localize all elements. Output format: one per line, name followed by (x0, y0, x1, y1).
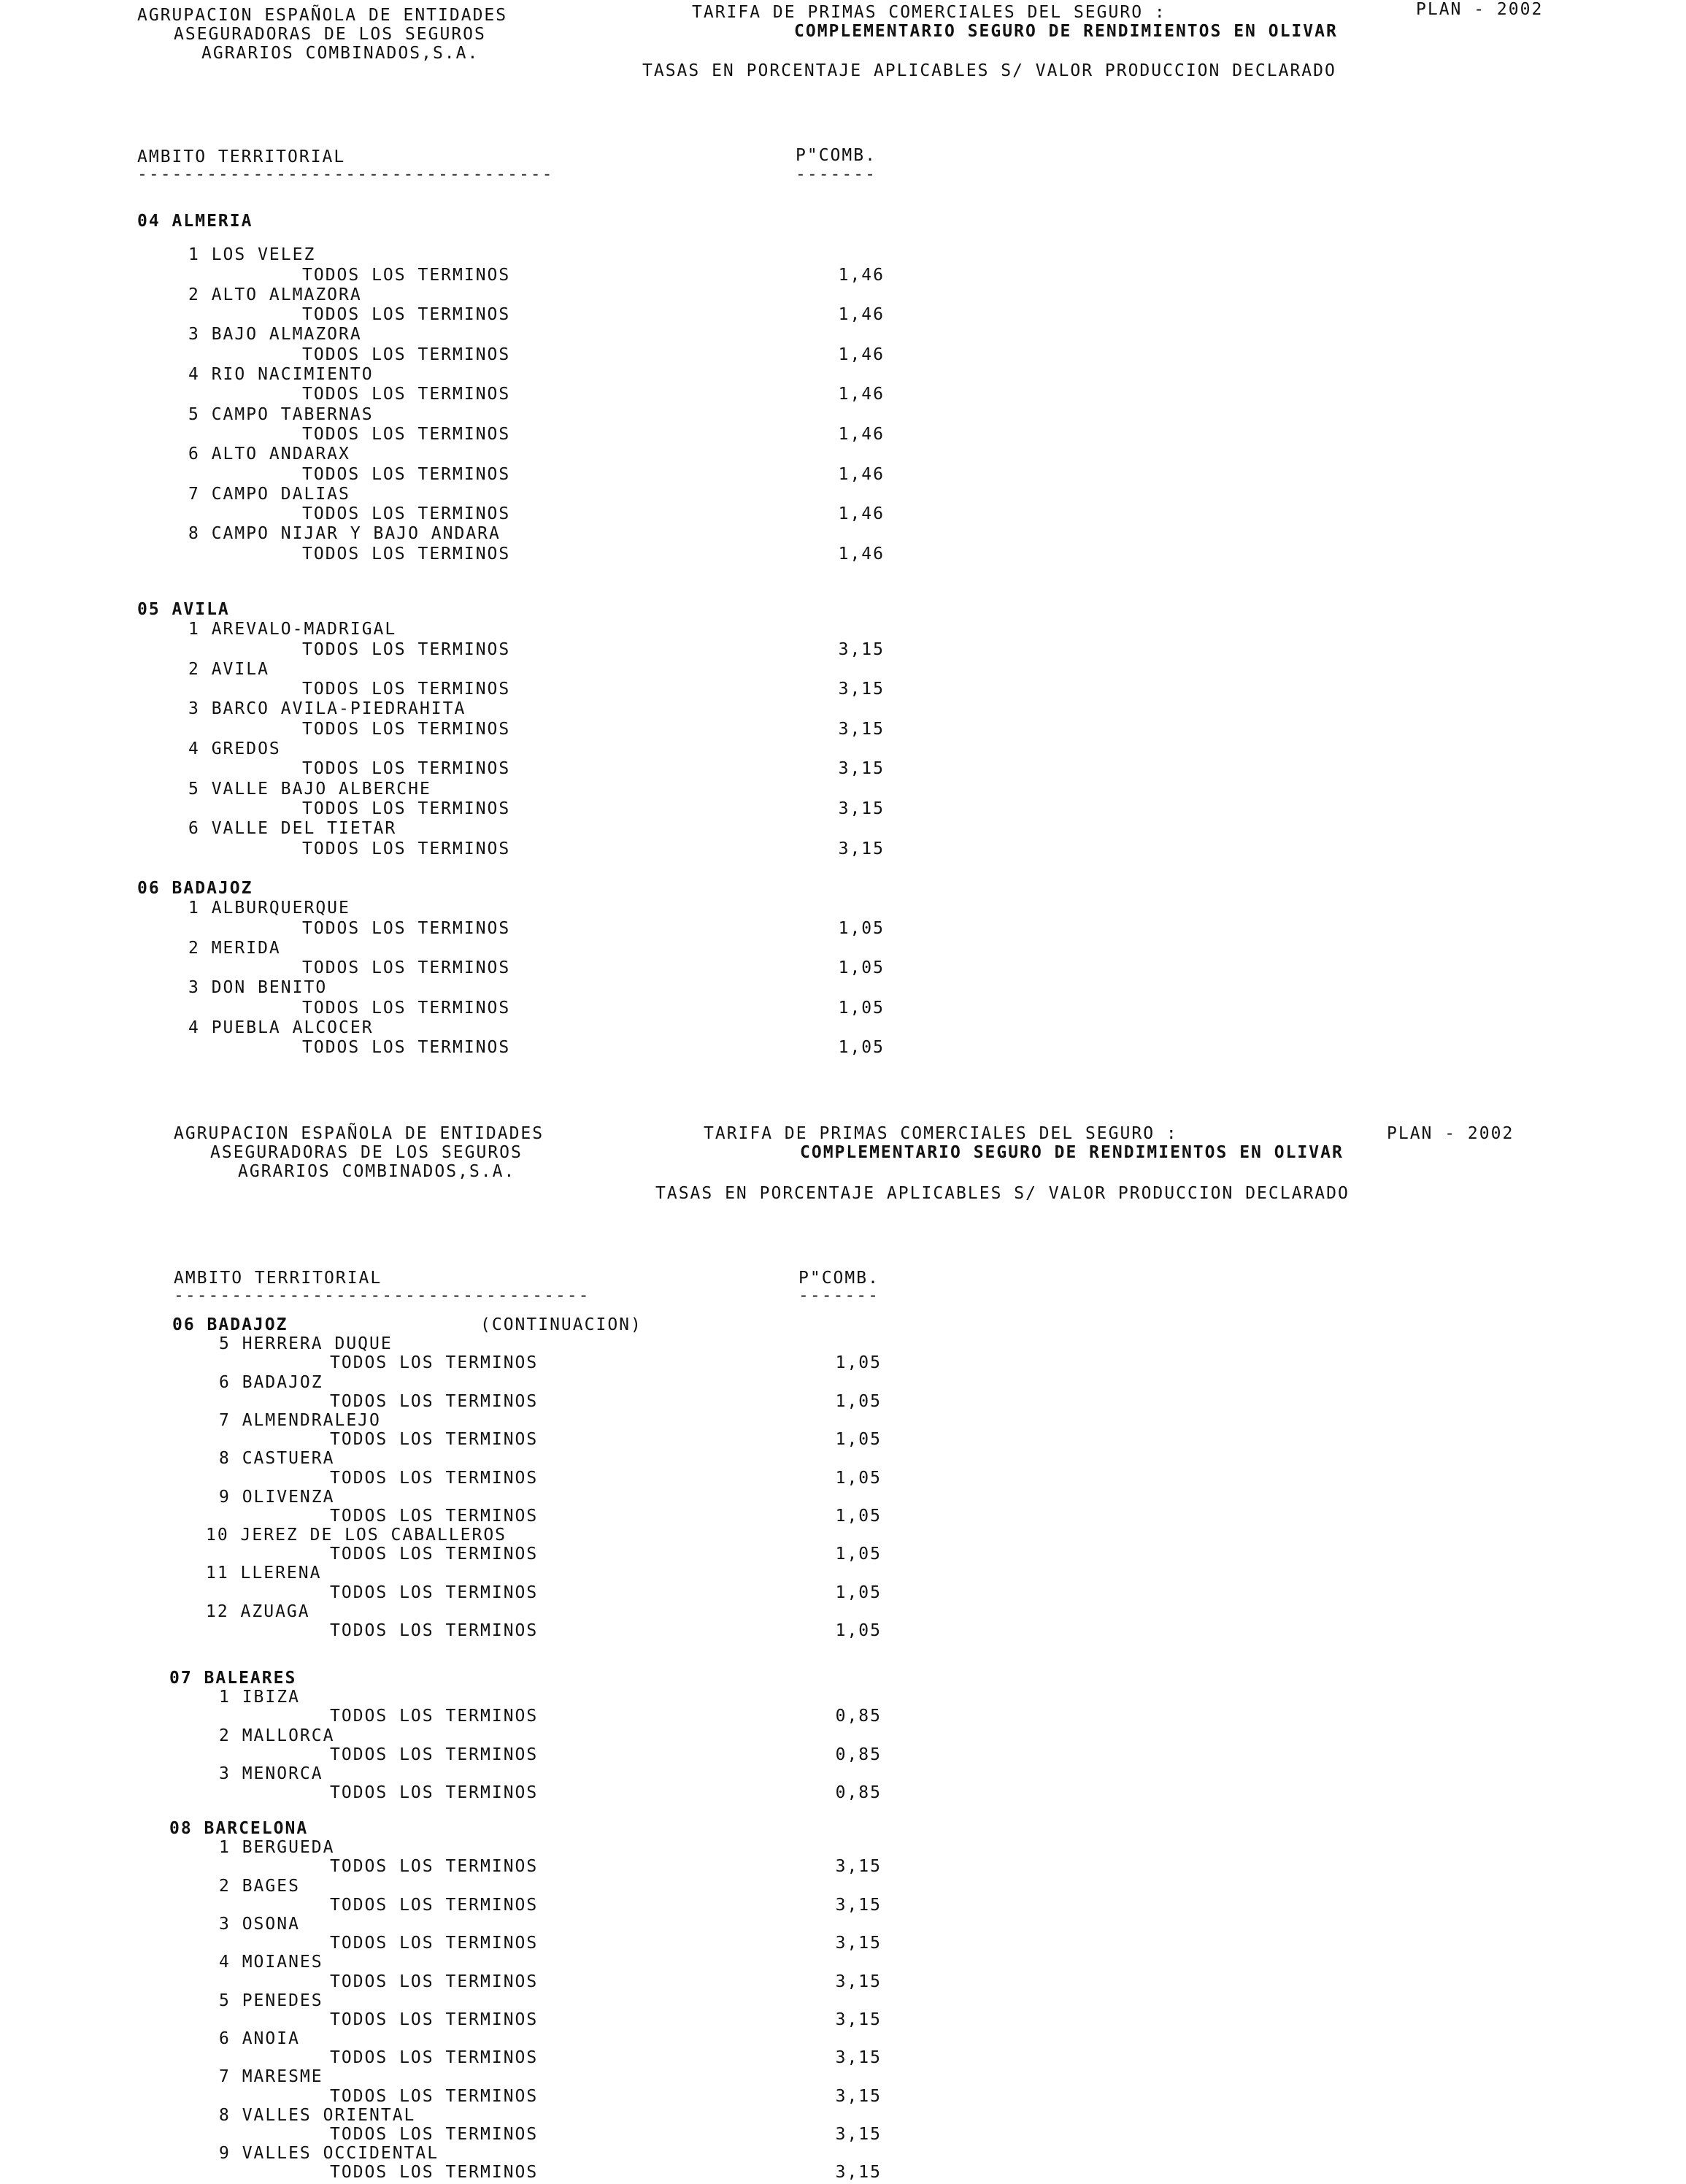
comarca-name: 9 OLIVENZA (219, 1487, 335, 1507)
comarca-name: 1 AREVALO-MADRIGAL (188, 620, 397, 639)
terms-label: TODOS LOS TERMINOS (302, 958, 511, 978)
province-block (0, 600, 949, 859)
table-row (0, 1934, 949, 1953)
comarca-name: 2 BAGES (219, 1876, 300, 1896)
table-row (0, 680, 949, 699)
table-row (0, 2048, 949, 2067)
rate-value: 1,05 (835, 1506, 882, 1526)
rate-value: 3,15 (838, 639, 885, 659)
rate-value: 3,15 (835, 2048, 882, 2068)
table-row (0, 385, 949, 404)
comarca-name: 7 ALMENDRALEJO (219, 1410, 381, 1430)
rate-value: 3,15 (835, 1934, 882, 1953)
table-row (0, 2163, 949, 2182)
rate-value: 1,05 (835, 1621, 882, 1640)
table-row (0, 545, 949, 564)
table-row (0, 999, 949, 1018)
terms-label: TODOS LOS TERMINOS (330, 2010, 539, 2029)
terms-label: TODOS LOS TERMINOS (302, 464, 511, 484)
rate-value: 3,15 (835, 2163, 882, 2183)
comarca-name: 2 AVILA (188, 659, 269, 679)
continuation-label: (CONTINUACION) (480, 1315, 642, 1334)
column-underline-rate: ------- (796, 165, 877, 184)
terms-label: TODOS LOS TERMINOS (330, 1545, 539, 1564)
rate-value: 1,46 (838, 504, 885, 524)
province-name: 04 ALMERIA (137, 212, 253, 231)
terms-label: TODOS LOS TERMINOS (302, 759, 511, 779)
rate-value: 3,15 (838, 799, 885, 818)
rate-value: 1,46 (838, 424, 885, 444)
rate-value: 1,05 (838, 998, 885, 1018)
table-row (0, 958, 949, 978)
comarca-name: 4 RIO NACIMIENTO (188, 365, 374, 385)
table-row (0, 1707, 949, 1726)
rate-value: 3,15 (835, 2125, 882, 2144)
plan-label: PLAN - 2002 (1387, 1124, 1514, 1143)
terms-label: TODOS LOS TERMINOS (302, 680, 511, 699)
rate-value: 1,46 (838, 265, 885, 285)
rate-value: 3,15 (835, 2086, 882, 2106)
rate-value: 1,05 (835, 1468, 882, 1488)
rate-value: 1,05 (835, 1583, 882, 1602)
table-row (0, 640, 949, 660)
terms-label: TODOS LOS TERMINOS (330, 2163, 539, 2183)
rate-value: 3,15 (835, 1895, 882, 1915)
org-name-line-3: AGRARIOS COMBINADOS,S.A. (238, 1162, 516, 1181)
column-header-territory: AMBITO TERRITORIAL (174, 1269, 382, 1288)
org-name-line-3: AGRARIOS COMBINADOS,S.A. (201, 44, 480, 63)
tariff-page-2 (0, 1124, 1686, 2184)
comarca-name: 1 BERGUEDA (219, 1838, 335, 1858)
rate-value: 1,46 (838, 464, 885, 484)
plan-label: PLAN - 2002 (1416, 0, 1544, 19)
comarca-name: 5 HERRERA DUQUE (219, 1334, 393, 1354)
column-header-territory: AMBITO TERRITORIAL (137, 147, 346, 166)
org-name-line-2: ASEGURADORAS DE LOS SEGUROS (174, 25, 486, 44)
comarca-name: 10 JEREZ DE LOS CABALLEROS (206, 1526, 507, 1545)
comarca-name: 6 VALLE DEL TIETAR (188, 819, 397, 839)
province-block (0, 1315, 949, 1640)
table-row (0, 1507, 949, 1526)
terms-label: TODOS LOS TERMINOS (302, 345, 511, 364)
terms-label: TODOS LOS TERMINOS (302, 265, 511, 285)
comarca-name: 12 AZUAGA (206, 1602, 310, 1621)
rate-value: 3,15 (838, 839, 885, 858)
terms-label: TODOS LOS TERMINOS (302, 424, 511, 444)
comarca-name: 8 CAMPO NIJAR Y BAJO ANDARA (188, 524, 501, 544)
table-row (0, 1621, 949, 1640)
rate-value: 3,15 (835, 1972, 882, 1991)
table-row (0, 305, 949, 325)
terms-label: TODOS LOS TERMINOS (302, 998, 511, 1018)
comarca-name: 5 PENEDES (219, 1991, 323, 2010)
rate-value: 0,85 (835, 1707, 882, 1726)
terms-label: TODOS LOS TERMINOS (330, 2086, 539, 2106)
rate-value: 1,05 (838, 918, 885, 938)
rates-note: TASAS EN PORCENTAJE APLICABLES S/ VALOR PRODUCCION DECLARADO (642, 61, 1336, 80)
rate-value: 1,46 (838, 385, 885, 404)
comarca-name: 6 BADAJOZ (219, 1372, 323, 1392)
column-header-rate: P"COMB. (796, 146, 877, 165)
terms-label: TODOS LOS TERMINOS (330, 1934, 539, 1953)
terms-label: TODOS LOS TERMINOS (302, 918, 511, 938)
province-name: 06 BADAJOZ (172, 1315, 288, 1334)
terms-label: TODOS LOS TERMINOS (330, 2125, 539, 2144)
table-row (0, 1745, 949, 1764)
column-underline-territory: ------------------------------------ (137, 165, 554, 184)
comarca-name: 9 VALLES OCCIDENTAL (219, 2144, 439, 2164)
table-row (0, 759, 949, 779)
table-row (0, 1583, 949, 1602)
province-name: 07 BALEARES (169, 1669, 297, 1688)
province-block (0, 879, 949, 1058)
table-row (0, 2125, 949, 2144)
comarca-name: 1 ALBURQUERQUE (188, 899, 350, 918)
table-row (0, 504, 949, 524)
comarca-name: 3 BARCO AVILA-PIEDRAHITA (188, 699, 466, 719)
table-row (0, 2087, 949, 2106)
terms-label: TODOS LOS TERMINOS (330, 1430, 539, 1450)
province-name: 08 BARCELONA (169, 1819, 309, 1838)
comarca-name: 3 MENORCA (219, 1764, 323, 1783)
terms-label: TODOS LOS TERMINOS (330, 1583, 539, 1602)
rates-note: TASAS EN PORCENTAJE APLICABLES S/ VALOR PRODUCCION DECLARADO (655, 1184, 1350, 1203)
terms-label: TODOS LOS TERMINOS (330, 1391, 539, 1411)
rate-value: 1,05 (835, 1545, 882, 1564)
table-row (0, 720, 949, 739)
rate-value: 1,46 (838, 305, 885, 325)
rate-value: 0,85 (835, 1745, 882, 1764)
rate-value: 3,15 (838, 680, 885, 699)
table-row (0, 465, 949, 485)
comarca-name: 1 LOS VELEZ (188, 245, 316, 265)
comarca-name: 6 ALTO ANDARAX (188, 445, 350, 464)
table-row (0, 425, 949, 445)
table-row (0, 345, 949, 365)
comarca-name: 7 MARESME (219, 2067, 323, 2087)
table-row (0, 1857, 949, 1876)
rate-value: 1,05 (835, 1391, 882, 1411)
rate-value: 1,05 (835, 1353, 882, 1373)
table-row (0, 1972, 949, 1991)
table-row (0, 266, 949, 285)
table-row (0, 1392, 949, 1411)
tariff-title: TARIFA DE PRIMAS COMERCIALES DEL SEGURO : (692, 3, 1166, 22)
terms-label: TODOS LOS TERMINOS (302, 305, 511, 325)
province-name: 06 BADAJOZ (137, 879, 253, 898)
table-row (0, 799, 949, 819)
org-name-line-2: ASEGURADORAS DE LOS SEGUROS (210, 1143, 523, 1162)
rate-value: 0,85 (835, 1783, 882, 1803)
terms-label: TODOS LOS TERMINOS (302, 639, 511, 659)
terms-label: TODOS LOS TERMINOS (330, 1353, 539, 1373)
table-row (0, 839, 949, 859)
rate-value: 3,15 (835, 1857, 882, 1877)
column-underline-territory: ------------------------------------ (174, 1286, 590, 1305)
comarca-name: 4 PUEBLA ALCOCER (188, 1018, 374, 1038)
comarca-name: 8 VALLES ORIENTAL (219, 2105, 416, 2125)
comarca-name: 3 OSONA (219, 1914, 300, 1934)
comarca-name: 2 MERIDA (188, 938, 281, 958)
table-row (0, 1896, 949, 1915)
province-block (0, 1669, 949, 1802)
rate-value: 1,05 (838, 958, 885, 978)
province-block (0, 212, 949, 564)
comarca-name: 3 BAJO ALMAZORA (188, 325, 362, 345)
table-row (0, 1783, 949, 1802)
terms-label: TODOS LOS TERMINOS (330, 1857, 539, 1877)
table-row (0, 1353, 949, 1372)
rate-value: 3,15 (838, 759, 885, 779)
terms-label: TODOS LOS TERMINOS (302, 1038, 511, 1058)
table-row (0, 919, 949, 939)
tariff-title: TARIFA DE PRIMAS COMERCIALES DEL SEGURO : (704, 1124, 1178, 1143)
comarca-name: 1 IBIZA (219, 1688, 300, 1707)
terms-label: TODOS LOS TERMINOS (330, 1745, 539, 1764)
comarca-name: 11 LLERENA (206, 1564, 322, 1583)
comarca-name: 5 VALLE BAJO ALBERCHE (188, 779, 431, 799)
comarca-name: 2 MALLORCA (219, 1726, 335, 1745)
comarca-name: 3 DON BENITO (188, 978, 328, 998)
column-header-rate: P"COMB. (798, 1269, 879, 1288)
terms-label: TODOS LOS TERMINOS (302, 504, 511, 524)
comarca-name: 5 CAMPO TABERNAS (188, 404, 374, 424)
rate-value: 1,46 (838, 345, 885, 364)
rate-value: 1,05 (838, 1038, 885, 1058)
province-block (0, 1819, 949, 2183)
terms-label: TODOS LOS TERMINOS (330, 1972, 539, 1991)
terms-label: TODOS LOS TERMINOS (302, 799, 511, 818)
table-row (0, 2010, 949, 2029)
table-row (0, 1545, 949, 1564)
terms-label: TODOS LOS TERMINOS (302, 544, 511, 564)
comarca-name: 6 ANOIA (219, 2029, 300, 2049)
column-underline-rate: ------- (798, 1286, 879, 1305)
table-row (0, 1469, 949, 1488)
tariff-subtitle: COMPLEMENTARIO SEGURO DE RENDIMIENTOS EN OLIVAR (794, 22, 1338, 41)
terms-label: TODOS LOS TERMINOS (302, 385, 511, 404)
comarca-name: 4 MOIANES (219, 1953, 323, 1972)
terms-label: TODOS LOS TERMINOS (302, 839, 511, 858)
comarca-name: 8 CASTUERA (219, 1449, 335, 1469)
table-row (0, 1430, 949, 1449)
org-name-line-1: AGRUPACION ESPAÑOLA DE ENTIDADES (137, 6, 508, 25)
rate-value: 1,05 (835, 1430, 882, 1450)
terms-label: TODOS LOS TERMINOS (330, 1468, 539, 1488)
rate-value: 3,15 (838, 719, 885, 739)
table-row (0, 1038, 949, 1058)
comarca-name: 7 CAMPO DALIAS (188, 484, 350, 504)
terms-label: TODOS LOS TERMINOS (330, 2048, 539, 2068)
comarca-name: 2 ALTO ALMAZORA (188, 285, 362, 304)
org-name-line-1: AGRUPACION ESPAÑOLA DE ENTIDADES (174, 1124, 544, 1143)
rate-value: 1,46 (838, 544, 885, 564)
terms-label: TODOS LOS TERMINOS (330, 1707, 539, 1726)
terms-label: TODOS LOS TERMINOS (330, 1621, 539, 1640)
province-name: 05 AVILA (137, 600, 230, 619)
comarca-name: 4 GREDOS (188, 739, 281, 759)
terms-label: TODOS LOS TERMINOS (330, 1783, 539, 1803)
rate-value: 3,15 (835, 2010, 882, 2029)
terms-label: TODOS LOS TERMINOS (330, 1506, 539, 1526)
tariff-subtitle: COMPLEMENTARIO SEGURO DE RENDIMIENTOS EN OLIVAR (800, 1143, 1344, 1162)
terms-label: TODOS LOS TERMINOS (330, 1895, 539, 1915)
terms-label: TODOS LOS TERMINOS (302, 719, 511, 739)
